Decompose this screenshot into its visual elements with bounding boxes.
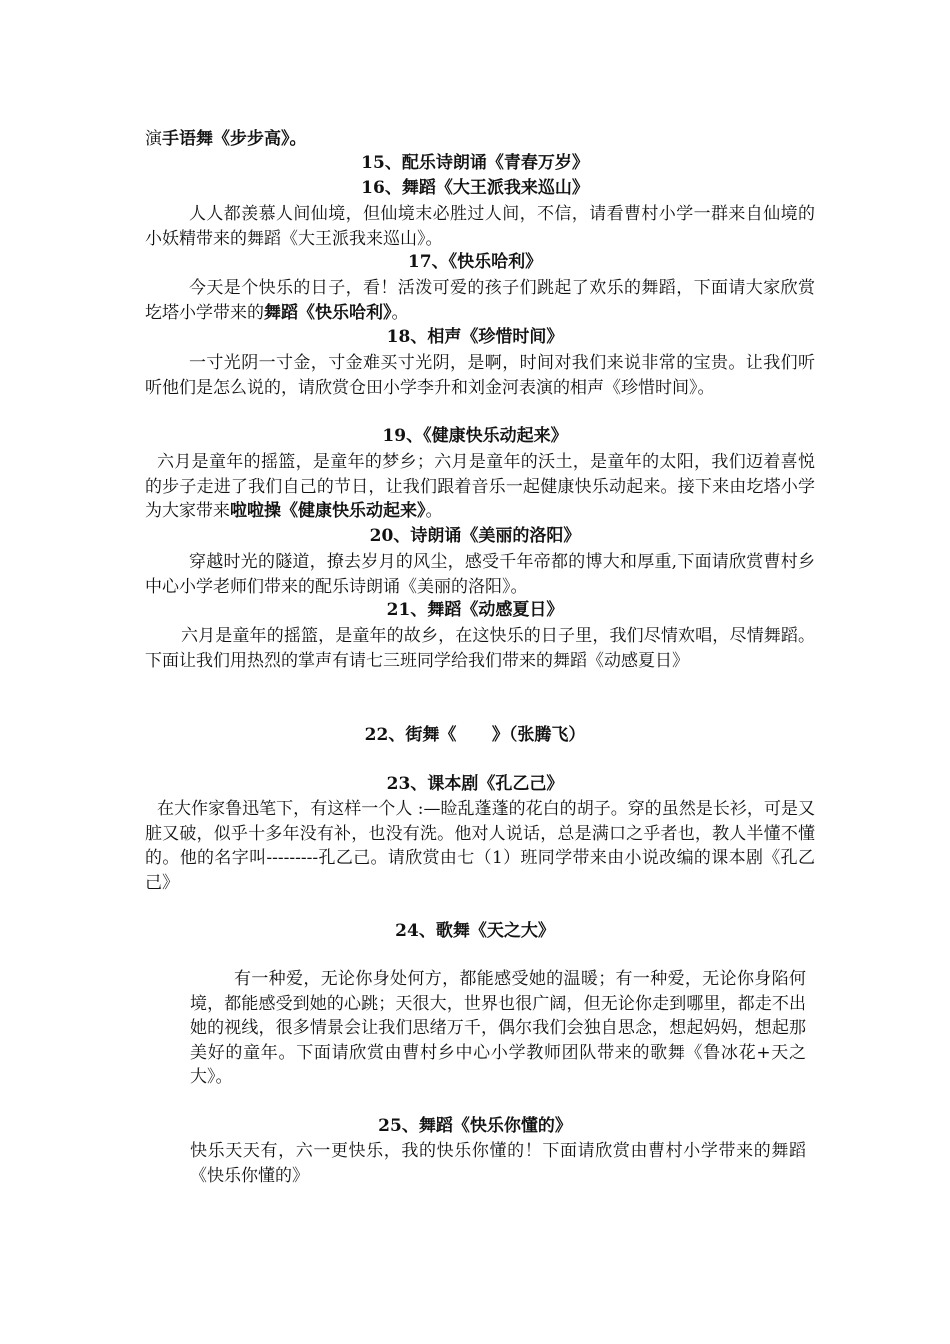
item-20-body: 穿越时光的隧道，撩去岁月的风尘，感受千年帝都的博大和厚重,下面请欣赏曹村乡中心小学老师们带来的配乐诗朗诵《美丽的洛阳》。 (145, 552, 815, 597)
item-18-title: 18、相声《珍惜时间》 (386, 327, 564, 347)
intro-prefix: 演 (145, 129, 162, 149)
item-15-title: 15、配乐诗朗诵《青春万岁》 (361, 153, 589, 173)
item-17-body (145, 276, 815, 325)
item-19-body-text: 六月是童年的摇篮，是童年的梦乡；六月是童年的沃土，是童年的太阳，我们迈着喜悦的步子走进了我们自己的节日，让我们跟着音乐一起健康快乐动起来。接下来由圪塔小学为大家带来 (145, 452, 815, 521)
item-19-title: 19、《健康快乐动起来》 (382, 426, 568, 446)
item-16-body: 人人都羡慕人间仙境，但仙境末必胜过人间，不信，请看曹村小学一群来自仙境的小妖精带来的舞蹈《大王派我来巡山》。 (145, 204, 815, 249)
item-16-title: 16、舞蹈《大王派我来巡山》 (361, 178, 589, 198)
item-21-title: 21、舞蹈《动感夏日》 (386, 600, 564, 620)
item-17-body-bold: 舞蹈《快乐哈利》 (264, 302, 392, 323)
item-18-body: 一寸光阴一寸金，寸金难买寸光阴，是啊，时间对我们来说非常的宝贵。让我们听听他们是怎么说的，请欣赏仓田小学李升和刘金河表演的相声《珍惜时间》。 (145, 353, 815, 398)
item-22-title: 22、街舞《 》（张腾飞） (364, 725, 586, 745)
item-25-title: 25、舞蹈《快乐你懂的》 (378, 1116, 572, 1136)
item-24-title: 24、歌舞《天之大》 (395, 921, 555, 941)
item-23-body: 在大作家鲁迅笔下，有这样一个人 :—睑乱蓬蓬的花白的胡子。穿的虽然是长衫，可是又脏又破，似乎十多年没有补，也没有洗。他对人说话，总是满口之乎者也，教人半懂不懂的。他的名字叫---------孔乙己。请欣赏由七（1）班同学带来由小说改编的课本剧《孔乙己》 (145, 799, 815, 893)
item-19-body (145, 450, 815, 524)
item-24-body: 有一种爱，无论你身处何方，都能感受她的温暖；有一种爱，无论你身陷何境，都能感受到她的心跳；天很大，世界也很广阔，但无论你走到哪里，都走不出她的视线，很多情景会让我们思绪万千，偶尔我们会独自思念，想起妈妈，想起那美好的童年。下面请欣赏由曹村乡中心小学教师团队带来的歌舞《鲁冰花+天之大》。 (190, 969, 806, 1087)
intro-bold: 手语舞《步步高》。 (162, 129, 307, 149)
item-19-body-bold: 啦啦操《健康快乐动起来》 (230, 501, 426, 521)
intro-line (145, 127, 307, 152)
item-19-body-end: 。 (425, 501, 443, 521)
item-17-body-end: 。 (391, 302, 409, 323)
item-20-title: 20、诗朗诵《美丽的洛阳》 (369, 526, 581, 546)
item-23-title: 23、课本剧《孔乙己》 (386, 774, 564, 794)
item-25-body: 快乐天天有，六一更快乐，我的快乐你懂的！下面请欣赏由曹村小学带来的舞蹈《快乐你懂的》 (190, 1141, 806, 1186)
item-17-title: 17、《快乐哈利》 (407, 252, 543, 272)
item-21-body: 六月是童年的摇篮，是童年的故乡，在这快乐的日子里，我们尽情欢唱，尽情舞蹈。下面让我们用热烈的掌声有请七三班同学给我们带来的舞蹈《动感夏日》 (145, 626, 815, 671)
item-17-body-text: 今天是个快乐的日子，看！活泼可爱的孩子们跳起了欢乐的舞蹈，下面请大家欣赏圪塔小学带来的 (145, 278, 815, 323)
